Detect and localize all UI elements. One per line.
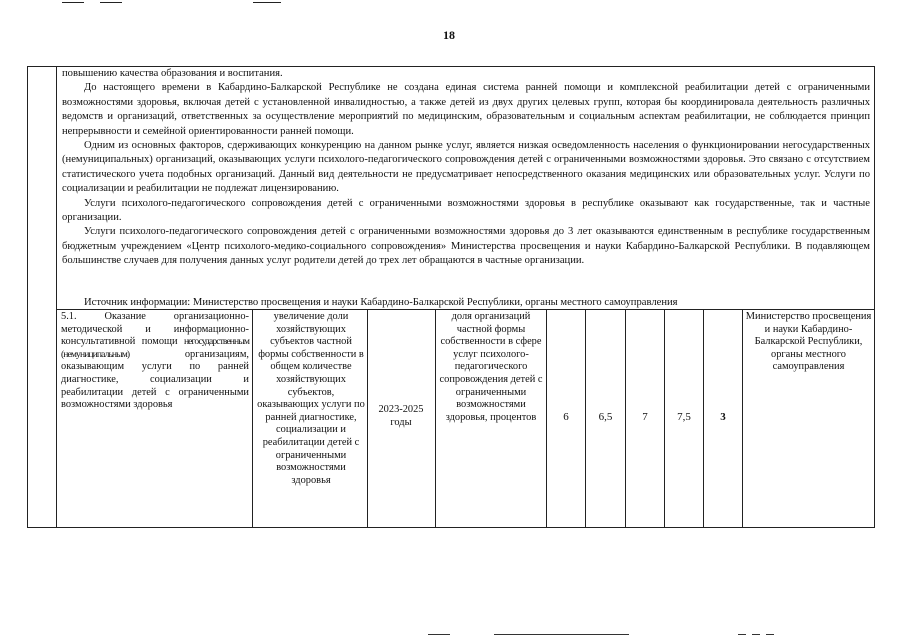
column-divider (742, 309, 743, 528)
value-cell-2023: 6 (563, 411, 569, 423)
measure-cell: доля организаций частной формы собственности в сфере услуг психолого-педагогического сопровождения детей с ограниченными возможностями здоровья, процентов (439, 311, 543, 423)
value-cell-2024: 6,5 (598, 411, 613, 423)
table-left-column (27, 66, 57, 528)
activity-text: 5.1. Оказание организационно-методической и информационно-консультативной помощи (61, 311, 249, 348)
scan-mark-top-3 (253, 2, 281, 3)
paragraph: Услуги психолого-педагогического сопровождения детей с ограниченными возможностями здоровья в республике оказывают как государственные, так и частные организации. (62, 197, 870, 224)
scan-mark-bottom-2 (494, 634, 629, 635)
table-row-divider (57, 309, 875, 310)
scan-mark-bottom-5 (766, 634, 774, 635)
column-divider (252, 309, 253, 528)
indicator-cell: увеличение доли хозяйствующих субъектов частной формы собственности в общем количестве хозяйствующих субъектов, оказывающих услуги по ранней диагностике, социализации и реабилитации детей с ограниченными возможностями здоровья (257, 311, 365, 486)
paragraph: повышению качества образования и воспитания. (62, 68, 283, 79)
scan-mark-bottom-1 (428, 634, 450, 635)
value-cell-2025: 7 (642, 411, 648, 423)
paragraph: Одним из основных факторов, сдерживающих конкуренцию на данном рынке услуг, является низкая осведомленность населения о функционировании негосударственных (немуниципальных) организаций, оказывающих услуги психолого-педагогического сопровождения детей с ограниченными возможностями здоровья. Это связано с отсутствием статистического учета подобных организаций. Данный вид деятельности не предусматривает непосредственного оказания медицинских или образовательных услуг. Услуги по социализации и реабилитации не подлежат лицензированию. (62, 140, 870, 195)
paragraph: Услуги психолого-педагогического сопровождения детей с ограниченными возможностями здоровья до 3 лет оказываются единственным в республике государственным бюджетным учреждением «Центр психолого-медико-социального сопровождения» Министерства просвещения и науки Кабардино-Балкарской Республики. В подавляющем большинстве случаев для получения данных услуг родители детей до трех лет обращаются в частные организации. (62, 226, 870, 267)
scan-mark-top-2 (100, 2, 122, 3)
column-divider (435, 309, 436, 528)
source-line: Источник информации: Министерство просвещения и науки Кабардино-Балкарской Республики, органы местного самоуправления (84, 297, 678, 308)
activity-cell (61, 311, 249, 412)
responsible-cell: Министерство просвещения и науки Кабардино-Балкарской Республики, органы местного самоуправления (745, 311, 872, 373)
scan-mark-top-1 (62, 2, 84, 3)
value-cell-extra: 3 (720, 411, 726, 423)
period-cell: 2023-2025 годы (378, 404, 424, 428)
scan-mark-bottom-3 (738, 634, 746, 635)
value-cell-2026: 7,5 (677, 411, 691, 423)
page-number: 18 (443, 28, 455, 42)
activity-text-condensed: негосударственным (немуниципальным) (61, 336, 249, 360)
intro-text (62, 67, 870, 269)
paragraph: До настоящего времени в Кабардино-Балкарской Республике не создана единая система ранней помощи и комплексной реабилитации детей с ограниченными возможностями здоровья, включая детей с установленной инвалидностью, а также детей из двух других целевых групп, которая бы координировала деятельность различных ведомств и организаций, ответственных за осуществление мероприятий по медицинским, образовательным и социальным аспектам реабилитации, не соблюдается принцип непрерывности и семейной ориентированности ранней помощи. (62, 82, 870, 137)
scan-mark-bottom-4 (752, 634, 760, 635)
activity-text: организациям, оказывающим услуги по ранней диагностике, социализации и реабилитации детей с ограниченными возможностями здоровья (61, 348, 249, 411)
